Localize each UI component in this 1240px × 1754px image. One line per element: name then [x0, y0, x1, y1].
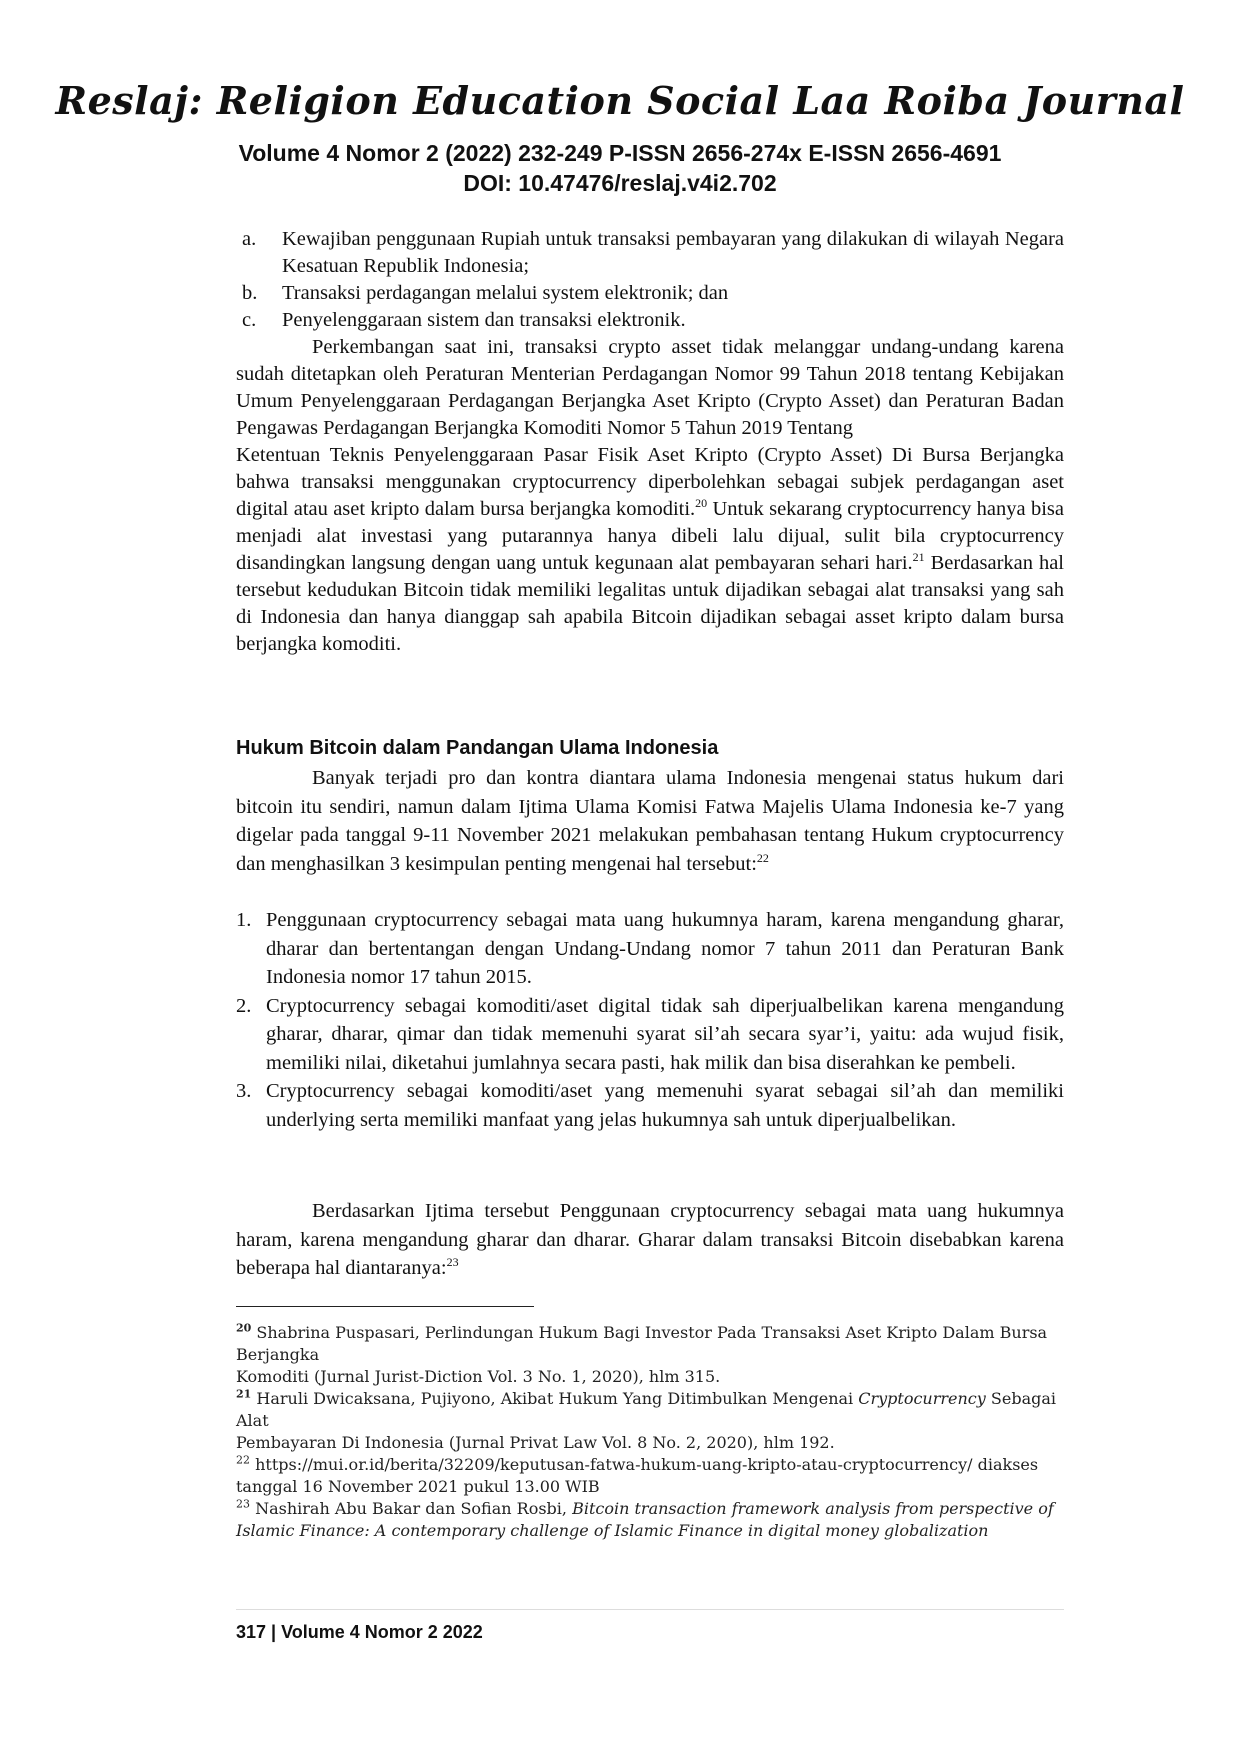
footnote-21: [236, 1388, 1064, 1432]
paragraph-ulama: [236, 764, 1064, 878]
journal-doi: DOI: 10.47476/reslaj.v4i2.702: [463, 170, 777, 196]
footer-divider: [236, 1609, 1064, 1610]
paragraph-text: Banyak terjadi pro dan kontra diantara ulama Indonesia mengenai status hukum dari bitcoin itu sendiri, namun dalam Ijtima Ulama Komisi Fatwa Majelis Ulama Indonesia ke-7 yang digelar pada tanggal 9-11 November 2021 melakukan pembahasan tentang Hukum cryptocurrency dan menghasilkan 3 kesimpulan penting mengenai hal tersebut:: [236, 767, 1064, 875]
list-marker: a.: [242, 228, 257, 250]
footnote-number: 23: [236, 1497, 250, 1511]
footnote-ref-20[interactable]: 20: [695, 496, 708, 511]
footnote-number: 22: [236, 1453, 250, 1467]
footnote-link-text[interactable]: https://mui.or.id/berita/32209/keputusan-fatwa-hukum-uang-kripto-atau-cryptocurrency/ diakses tanggal 16 November 2021 pukul 13.00 WIB: [236, 1455, 1039, 1496]
footnote-italic: Bitcoin transaction framework analysis from perspective of Islamic Finance: A contemporary challenge of Islamic Finance in digital money globalization: [236, 1499, 1054, 1540]
list-item: [236, 1077, 1064, 1134]
footnote-text: Sebagai Alat: [236, 1389, 1057, 1430]
list-marker: c.: [242, 309, 257, 331]
list-item-text: Kewajiban penggunaan Rupiah untuk transaksi pembayaran yang dilakukan di wilayah Negara Kesatuan Republik Indonesia;: [282, 228, 1064, 277]
list-item: [236, 307, 1064, 334]
paragraph-text: Berdasarkan hal tersebut kedudukan Bitcoin tidak memiliki legalitas untuk dijadikan sebagai alat transaksi yang sah di Indonesia dan hanya dianggap sah apabila Bitcoin dijadikan sebagai asset kripto dalam bursa berjangka komoditi.: [236, 552, 1065, 655]
footnote-text: Nashirah Abu Bakar dan Sofian Rosbi,: [250, 1499, 573, 1518]
list-marker: 2.: [236, 994, 252, 1017]
footnote-ref-23[interactable]: 23: [446, 1255, 459, 1270]
numbered-list: [236, 906, 1064, 1134]
paragraph-part: [236, 1197, 1064, 1283]
footnote-number: 21: [236, 1387, 252, 1401]
paragraph-part: [236, 764, 1064, 878]
list-item-text: Penyelenggaraan sistem dan transaksi elektronik.: [282, 309, 686, 331]
footnote-23: [236, 1498, 1064, 1542]
section-heading: Hukum Bitcoin dalam Pandangan Ulama Indonesia: [236, 737, 719, 759]
list-item-text: Transaksi perdagangan melalui system elektronik; dan: [282, 282, 729, 304]
paragraph-text: Untuk sekarang cryptocurrency hanya bisa menjadi alat investasi yang putarannya hanya dibeli lalu dijual, sulit bila cryptocurrency disandingkan langsung dengan uang untuk kegunaan alat pembayaran sehari hari.: [236, 498, 1064, 574]
paragraph-part: [236, 442, 1064, 658]
journal-volume-line: Volume 4 Nomor 2 (2022) 232-249 P-ISSN 2656-274x E-ISSN 2656-4691: [238, 140, 1002, 166]
list-item: [236, 992, 1064, 1078]
list-item-text: Cryptocurrency sebagai komoditi/aset digital tidak sah diperjualbelikan karena mengandung gharar, dharar, qimar dan tidak memenuhi syarat sil’ah secara syar’i, yaitu: ada wujud fisik, memiliki nilai, diketahui jumlahnya secara pasti, hak milik dan bisa diserahkan ke pembeli.: [266, 994, 1064, 1074]
footnote-text: Shabrina Puspasari, Perlindungan Hukum Bagi Investor Pada Transaksi Aset Kripto Dalam Bursa Berjangka: [236, 1323, 1048, 1364]
footnote-ref-21[interactable]: 21: [912, 550, 925, 565]
footnote-separator: [236, 1306, 534, 1307]
list-item-text: Cryptocurrency sebagai komoditi/aset yang memenuhi syarat sebagai sil’ah dan memiliki underlying serta memiliki manfaat yang jelas hukumnya sah untuk diperjualbelikan.: [266, 1080, 1064, 1131]
footnote-number: 20: [236, 1321, 252, 1335]
paragraph-crypto-legality: [236, 334, 1064, 658]
footnote-20: [236, 1322, 1064, 1366]
journal-title: Reslaj: Religion Education Social Laa Roiba Journal: [55, 78, 1185, 123]
paragraph-gharar: [236, 1197, 1064, 1283]
footnotes: [236, 1322, 1064, 1542]
list-marker: 1.: [236, 909, 252, 931]
footnote-text: Haruli Dwicaksana, Pujiyono, Akibat Hukum Yang Ditimbulkan Mengenai: [251, 1389, 859, 1408]
list-item-text: Penggunaan cryptocurrency sebagai mata uang hukumnya haram, karena mengandung gharar, dharar dan bertentangan dengan Undang-Undang nomor 7 tahun 2011 dan Peraturan Bank Indonesia nomor 17 tahun 2015.: [266, 909, 1064, 988]
list-item: [236, 280, 1064, 307]
paragraph-text: Berdasarkan Ijtima tersebut Penggunaan cryptocurrency sebagai mata uang hukumnya haram, karena mengandung gharar dan dharar. Gharar dalam transaksi Bitcoin disebabkan karena beberapa hal diantaranya:: [236, 1200, 1064, 1279]
footnote-21-cont: Pembayaran Di Indonesia (Jurnal Privat Law Vol. 8 No. 2, 2020), hlm 192.: [236, 1433, 835, 1452]
list-item: [236, 906, 1064, 992]
footnote-italic: Cryptocurrency: [858, 1389, 986, 1408]
footnote-20-cont: Komoditi (Jurnal Jurist-Diction Vol. 3 No. 1, 2020), hlm 315.: [236, 1367, 721, 1386]
list-item: [236, 226, 1064, 280]
footnote-22: [236, 1454, 1064, 1498]
footnote-ref-22[interactable]: 22: [756, 850, 769, 865]
list-marker: 3.: [236, 1080, 252, 1102]
paragraph-part: Perkembangan saat ini, transaksi crypto asset tidak melanggar undang-undang karena sudah ditetapkan oleh Peraturan Menterian Perdagangan Nomor 99 Tahun 2018 tentang Kebijakan Umum Penyelenggaraan Perdagangan Berjangka Aset Kripto (Crypto Asset) dan Peraturan Badan Pengawas Perdagangan Berjangka Komoditi Nomor 5 Tahun 2019 Tentang: [236, 336, 1064, 439]
alpha-list: [236, 226, 1064, 334]
page-footer: 317 | Volume 4 Nomor 2 2022: [236, 1622, 483, 1642]
paragraph-text: Ketentuan Teknis Penyelenggaraan Pasar Fisik Aset Kripto (Crypto Asset) Di Bursa Berjangka bahwa transaksi menggunakan cryptocurrency diperbolehkan sebagai subjek perdagangan aset digital atau aset kripto dalam bursa berjangka komoditi.: [236, 444, 1064, 520]
list-marker: b.: [242, 282, 258, 304]
